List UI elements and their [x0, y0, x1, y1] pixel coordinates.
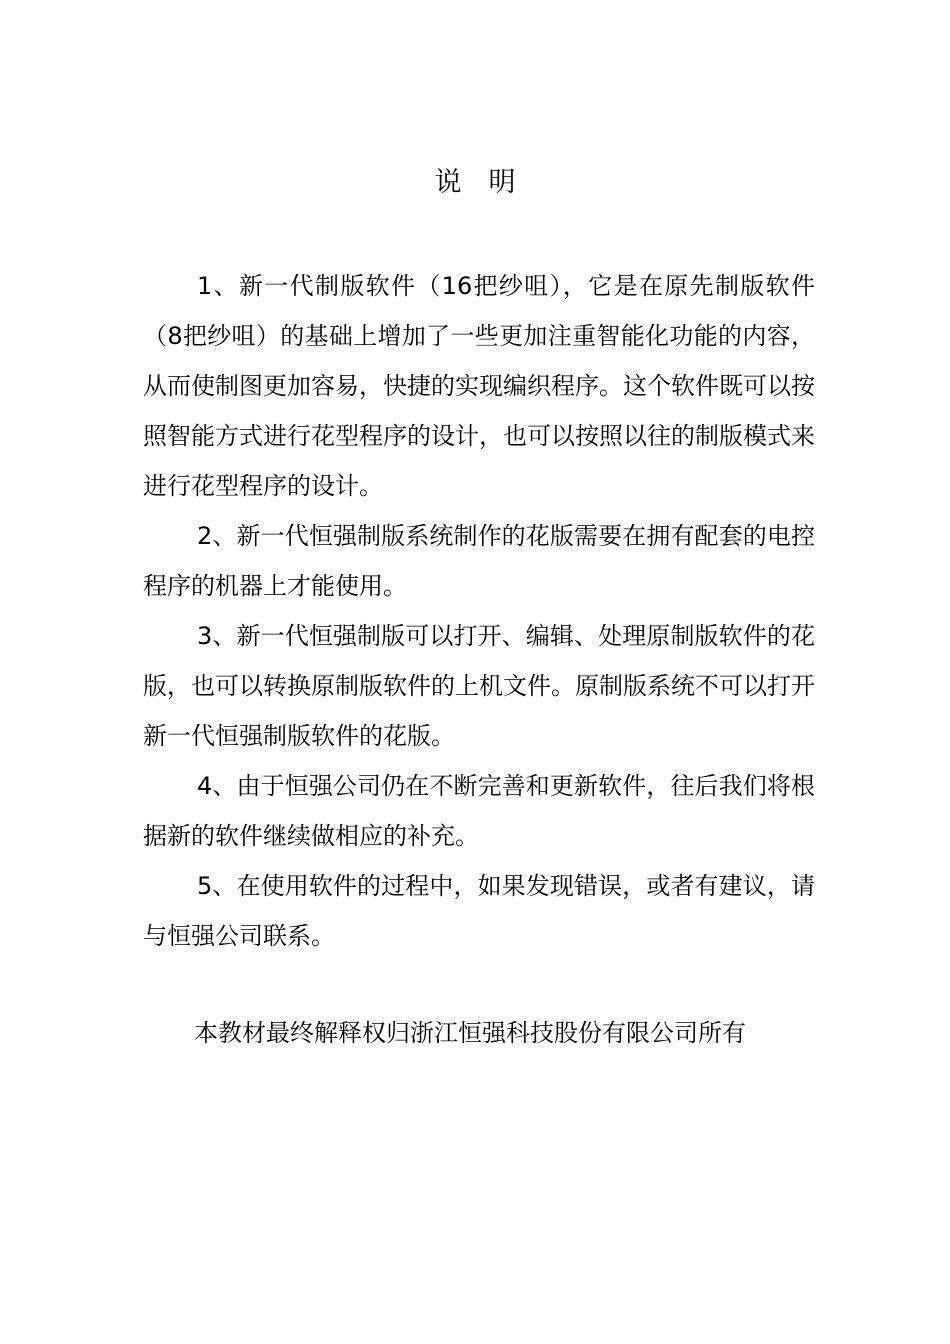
paragraph-3: 3、新一代恒强制版可以打开、编辑、处理原制版软件的花版，也可以转换原制版软件的上机文件。原制版系统不可以打开新一代恒强制版软件的花版。: [143, 622, 815, 750]
copyright-note: 本教材最终解释权归浙江恒强科技股份有限公司所有: [194, 1019, 746, 1047]
instructions-body: [143, 261, 815, 961]
paragraph-2: 2、新一代恒强制版系统制作的花版需要在拥有配套的电控程序的机器上才能使用。: [143, 522, 815, 600]
page-title: 说 明: [434, 167, 516, 198]
paragraph-1: 1、新一代制版软件（16把纱咀），它是在原先制版软件（8把纱咀）的基础上增加了一些更加注重智能化功能的内容，从而使制图更加容易，快捷的实现编织程序。这个软件既可以按照智能方式进行花型程序的设计，也可以按照以往的制版模式来进行花型程序的设计。: [143, 272, 815, 500]
paragraph-5: 5、在使用软件的过程中，如果发现错误，或者有建议，请与恒强公司联系。: [143, 872, 815, 950]
paragraph-4: 4、由于恒强公司仍在不断完善和更新软件，往后我们将根据新的软件继续做相应的补充。: [143, 772, 815, 850]
